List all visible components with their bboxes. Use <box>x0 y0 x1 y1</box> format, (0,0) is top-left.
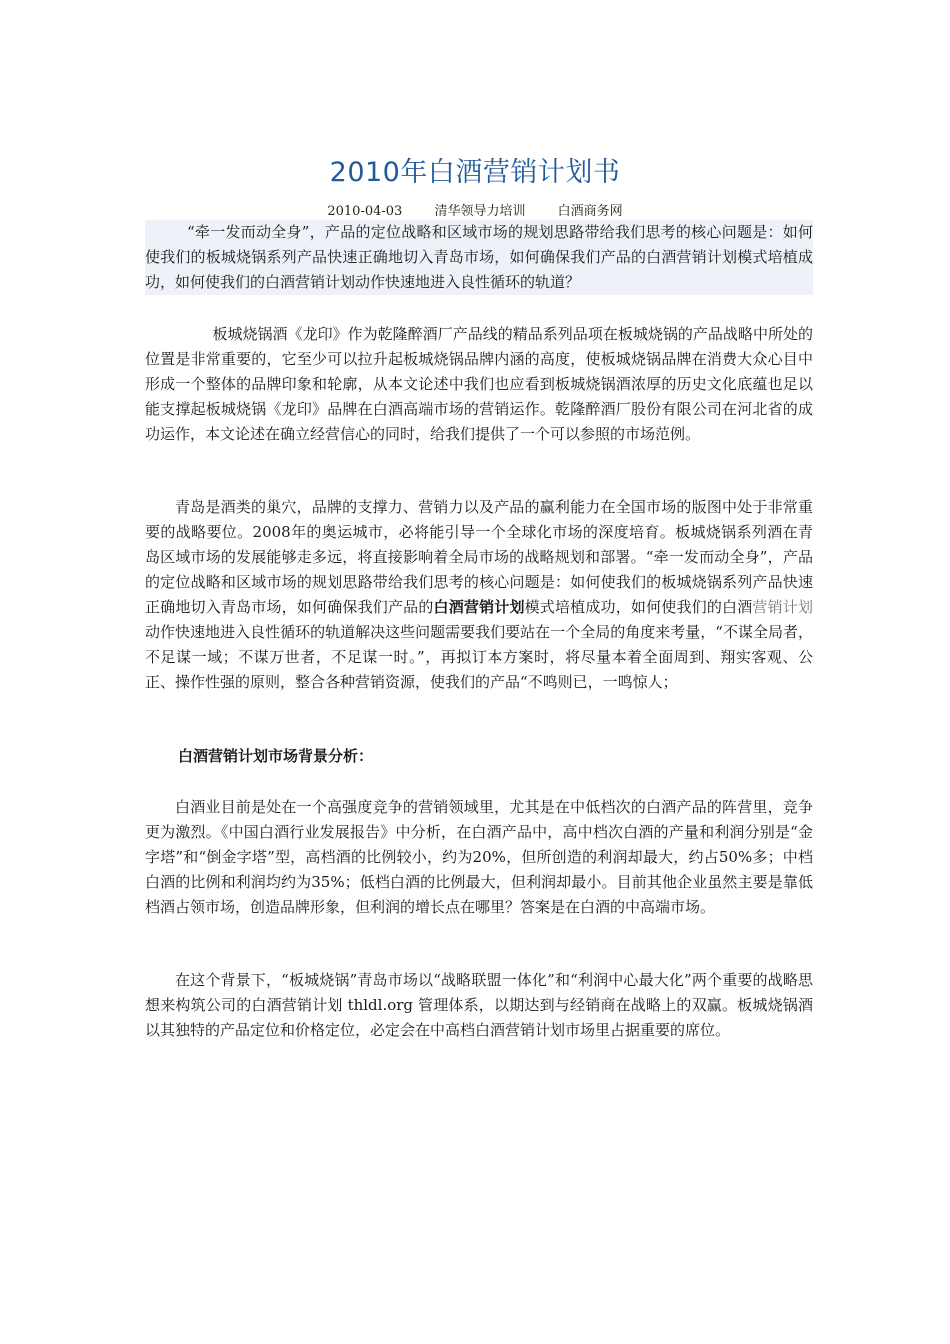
lead-paragraph: “牵一发而动全身”，产品的定位战略和区域市场的规划思路带给我们思考的核心问题是：如何使我们的板城烧锅系列产品快速正确地切入青岛市场，如何确保我们产品的白酒营销计划模式培植成功，如何使我们的白酒营销计划动作快速地进入良性循环的轨道？ <box>145 220 813 295</box>
paragraph-2-text-a: 青岛是酒类的巢穴，品牌的支撑力、营销力以及产品的赢利能力在全国市场的版图中处于非常重要的战略要位。2008年的奥运城市，必将能引导一个全球化市场的深度培育。板城烧锅系列酒在青岛区域市场的发展能够走多远，将直接影响着全局市场的战略规划和部署。“牵一发而动全身”，产品的定位战略和区域市场的规划思路带给我们思考的核心问题是：如何使我们的板城烧锅系列产品快速正确地切入青岛市场，如何确保我们产品的 <box>145 498 813 616</box>
document-title: 2010年白酒营销计划书 <box>329 157 621 188</box>
source-label: 清华领导力培训 <box>434 204 526 219</box>
document-meta <box>0 200 950 219</box>
paragraph-2 <box>145 495 813 695</box>
paragraph-3: 白酒业目前是处在一个高强度竞争的营销领域里，尤其是在中低档次的白酒产品的阵营里，竞争更为激烈。《中国白酒行业发展报告》中分析，在白酒产品中，高中档次白酒的产量和利润分别是“金字塔”和“倒金字塔”型，高档酒的比例较小，约为20%，但所创造的利润却最大，约占50%多；中档白酒的比例和利润均约为35%；低档白酒的比例最大，但利润却最小。目前其他企业虽然主要是靠低档酒占领市场，创造品牌形象，但利润的增长点在哪里？答案是在白酒的中高端市场。 <box>145 798 813 916</box>
paragraph-2-text-b: 模式培植成功，如何使我们的白酒 <box>524 598 753 616</box>
keyword-link-grey[interactable]: 营销计划 <box>752 598 813 616</box>
paragraph-1: 板城烧锅酒《龙印》作为乾隆醉酒厂产品线的精品系列品项在板城烧锅的产品战略中所处的位置是非常重要的，它至少可以拉升起板城烧锅品牌内涵的高度，使板城烧锅品牌在消费大众心目中形成一个整体的品牌印象和轮廓，从本文论述中我们也应看到板城烧锅酒浓厚的历史文化底蕴也足以能支撑起板城烧锅《龙印》品牌在白酒高端市场的营销运作。乾隆醉酒厂股份有限公司在河北省的成功运作，本文论述在确立经营信心的同时，给我们提供了一个可以参照的市场范例。 <box>145 325 813 443</box>
paragraph-2-text-c: 动作快速地进入良性循环的轨道解决这些问题需要我们要站在一个全局的角度来考量，“不谋全局者，不足谋一域；不谋万世者，不足谋一时。”，再拟订本方案时，将尽量本着全面周到、翔实客观、公正、操作性强的原则，整合各种营销资源，使我们的产品“不鸣则已，一鸣惊人； <box>145 623 813 691</box>
publish-date: 2010-04-03 <box>327 204 403 219</box>
source-site: 白酒商务网 <box>557 204 623 219</box>
keyword-link-bold[interactable]: 白酒营销计划 <box>433 598 525 616</box>
section-heading: 白酒营销计划市场背景分析： <box>178 747 374 765</box>
paragraph-4: 在这个背景下，“板城烧锅”青岛市场以“战略联盟一体化”和“利润中心最大化”两个重要的战略思想来构筑公司的白酒营销计划 thldl.org 管理体系，以期达到与经销商在战略上的双赢。板城烧锅酒以其独特的产品定位和价格定位，必定会在中高档白酒营销计划市场里占据重要的席位。 <box>145 971 813 1039</box>
